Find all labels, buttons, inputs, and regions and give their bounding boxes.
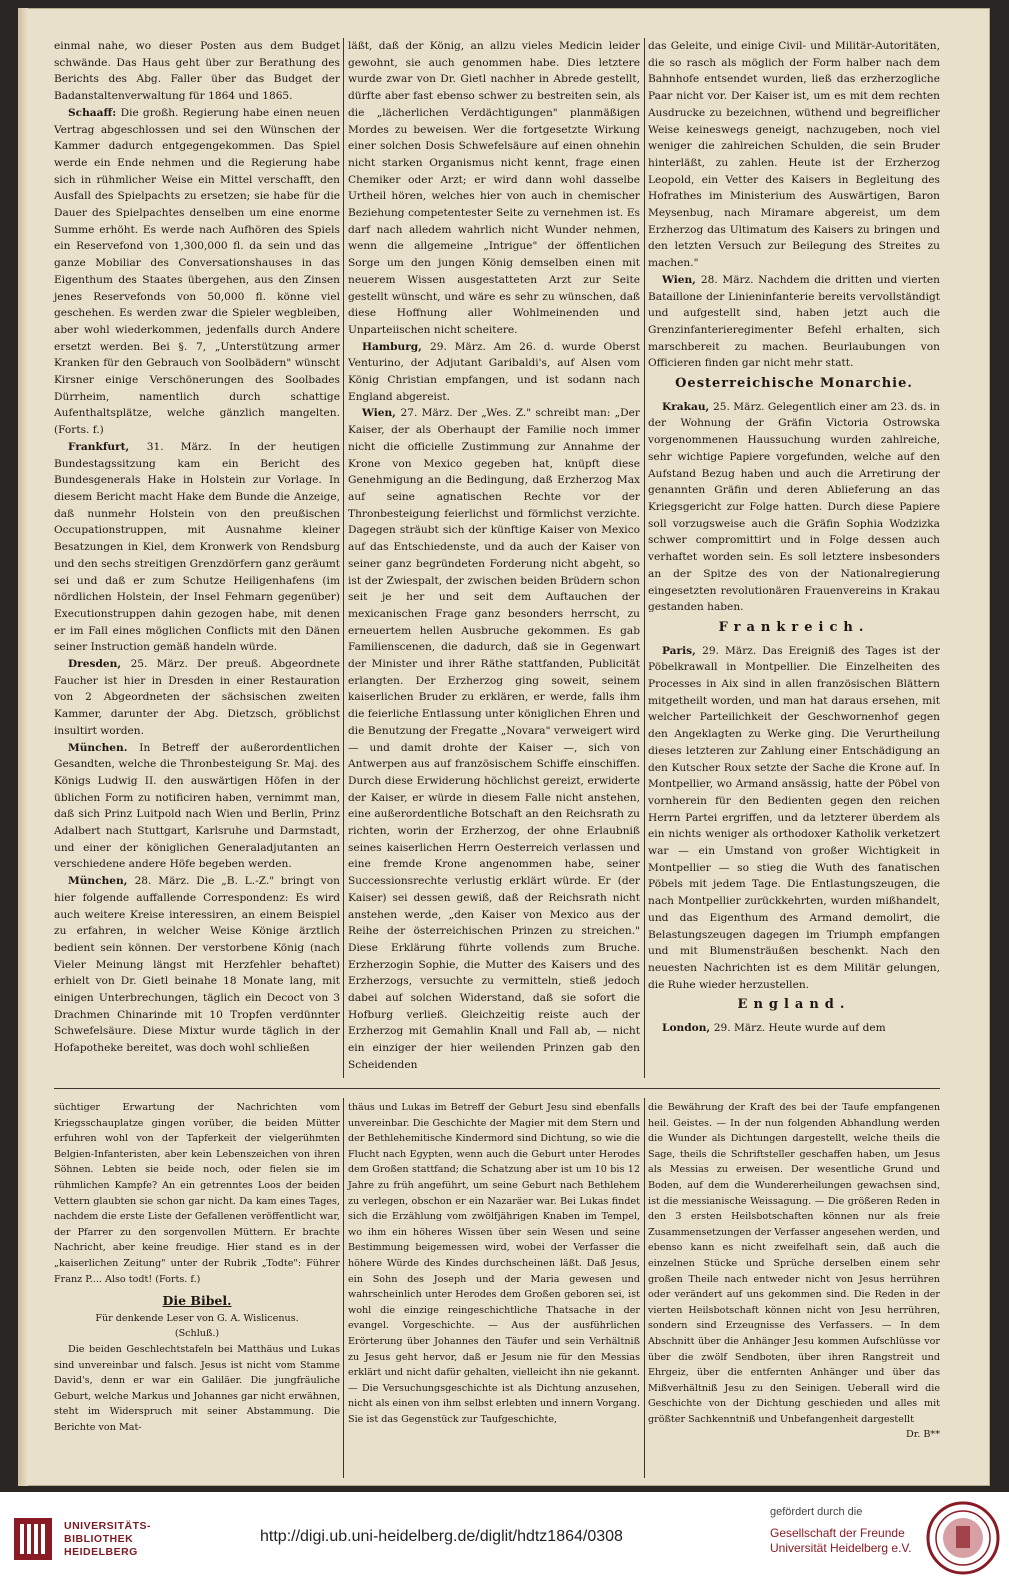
article-text: läßt, daß der König, an allzu vieles Medicin leider gewohnt, sie auch genommen habe. Dies letztere wurde zwar von Dr. Gietl nachher in Abrede gestellt, dürfte aber fast ebenso schwer zu bestreiten sein, als die „lächerlichen Verdächtigungen" planmäßigen Mordes zu beweisen. Wer die fortgesetzte Wirkung einer solchen Dosis Schwefelsäure auf einen ohnehin nicht starken Organismus nicht kennt, frage einen Chemiker oder Arzt; er wird dann wohl dasselbe Urtheil hören, welches hier von auch in chemischer Beziehung competentester Seite zu vernehmen ist. Es darf nach alledem wahrlich nicht Wunder nehmen, wenn die allgemeine „Intrigue" der öffentlichen Sorge um den jungen König demselben einen mit neuerem Wissen ausgestatteten Arzt zur Seite gestellt wünscht, und wäre es sehr zu wünschen, daß diese Hoffnung aller Wohlmeinenden und Unparteiischen nicht scheitere. xyxy=(348,40,640,336)
library-name-line: BIBLIOTHEK xyxy=(64,1533,134,1545)
article-paragraph xyxy=(54,873,340,1057)
article-text: 29. März. Heute wurde auf dem xyxy=(713,1022,886,1035)
library-name xyxy=(64,1520,151,1559)
permalink-url[interactable]: http://digi.ub.uni-heidelberg.de/diglit/hdtz1864/0308 xyxy=(260,1528,623,1545)
university-seal-icon xyxy=(925,1500,1001,1576)
article-paragraph xyxy=(648,643,940,994)
article-text: 28. März. Nachdem die dritten und vierten Bataillone der Linieninfanterie bereits vervollständigt und aufgestellt sind, haben jetzt auch die Grenzinfanterieregimenter Befehl erhalten, sich marschbereit zu machen. Beurlaubungen von Officieren finden gar nicht mehr statt. xyxy=(648,273,940,370)
article-dateline: Schaaff: xyxy=(68,106,121,119)
funded-by-label: gefördert durch die xyxy=(770,1506,863,1518)
article-paragraph xyxy=(348,405,640,1073)
feuilleton-subtitle: Für denkende Leser von G. A. Wislicenus. xyxy=(95,1312,299,1324)
library-name-line: HEIDELBERG xyxy=(64,1546,138,1558)
funder-name-line: Universität Heidelberg e.V. xyxy=(770,1541,912,1555)
column-2 xyxy=(348,38,640,1074)
feuilleton-column-2 xyxy=(348,1100,640,1427)
article-text: 27. März. Der „Wes. Z." schreibt man: „Der Kaiser, der als Oberhaupt der Familie noch immer nicht die officielle Zustimmung zur Annahme der Krone von Mexico gegeben hat, knüpft diese Genehmigung an die Bedingung, daß Erzherzog Max auf seine agnatischen Rechte vor der Thronbesteigung feierlichst und förmlichst verzichte. Dagegen sträubt sich der künftige Kaiser von Mexico auf das Entschiedenste, und da auch der Kaiser von seiner ganz begründeten Forderung nicht abgeht, so ist der Zwiespalt, der zwischen beiden Brüdern schon seit je her und seit dem Auftauchen der mexicanischen Frage ganz besonders herrscht, zu erneuertem hellen Ausbruche gekommen. Es gab Familienscenen, die dadurch, daß sie in Gegenwart der Minister und ihrer Räthe stattfanden, Publicität erlangten. Der Erzherzog ging soweit, seinem kaiserlichen Bruder zu erklären, er werde, falls ihm die feierliche Entlassung unter königlichen Ehren und die Benutzung der Fregatte „Novara" verweigert wird — und damit drohte der Kaiser —, sich von Antwerpen aus auf französischem Schiffe einschiffen. Durch diese Erwiderung höchlichst gereizt, erwiderte der Kaiser, er würde in diesem Falle nicht anstehen, eine außerordentliche Botschaft an den Reichsrath zu richten, worin der Erzherzog, der ohne Erlaubniß seines kaiserlichen Herrn Oesterreich verlassen und eine fremde Krone angenommen habe, seiner Successionsrechte verlustig erklärt würde. Er (der Kaiser) sei dessen gewiß, daß der Reichsrath nicht anstehen werde, „den Kaiser von Mexico aus der Reihe der österreichischen Prinzen zu streichen." Diese Erklärung führte vollends zum Bruche. Erzherzogin Sophie, die Mutter des Kaisers und des Erzherzogs, versuchte zu vermitteln, stieß jedoch dabei auf solchen Widerstand, daß sie sofort die Hofburg verließ. Gleichzeitig reiste auch der Erzherzog mit Gemahlin Knall und Fall ab, — nicht ein einziger der hier weilenden Prinzen gab den Scheidenden xyxy=(348,407,640,1071)
article-paragraph xyxy=(648,272,940,372)
funder-credit[interactable] xyxy=(770,1506,920,1556)
feuilleton-text: süchtiger Erwartung der Nachrichten vom Kriegsschauplatze gingen vorüber, die beiden Mütter erfuhren wohl von der Tapferkeit der vielgerühmten Belgien-Infanteristen, aber kein Lebenszeichen von ihren Söhnen. Lebten sie beide noch, oder fielen sie im rühmlichen Kampfe? An ein getrenntes Loos der beiden Vettern glaubten sie schon gar nicht. Da kam eines Tages, nachdem die erste Liste der Gefallenen veröffentlicht war, der Pfarrer zu den sorgenvollen Müttern. Er brachte Nachricht, aber keine freudige. Hier stand es in der „kaiserlichen Zeitung" unter der Rubrik „Todte": Führer Franz P.... Also todt! (Forts. f.) xyxy=(54,1102,340,1285)
feuilleton-column-3 xyxy=(648,1100,940,1443)
article-dateline: Wien, xyxy=(362,407,401,420)
article-text: 28. März. Die „B. L.-Z." bringt von hier folgende auffallende Correspondenz: Es wird auch weitere Kreise interessiren, an einem Beispiel zu erfahren, in welcher Weise Könige ärztlich bedient sein können. Der verstorbene König (nach Vieler Meinung längst mit Herzfehler behaftet) erhielt von Dr. Gietl beinahe 18 Monate lang, mit einigen Unterbrechungen, täglich ein Decoct von 3 Drachmen Chinarinde mit 10 Tropfen verdünnter Schwefelsäure. Diese Mixtur wurde täglich in der Hofapotheke bereitet, was doch wohl schließen xyxy=(54,875,340,1055)
feuilleton-title: Die Bibel. xyxy=(162,1293,232,1309)
column-3 xyxy=(648,38,940,1037)
article-dateline: München, xyxy=(68,875,135,888)
article-dateline: Wien, xyxy=(662,273,701,286)
column-divider xyxy=(343,1098,344,1478)
column-divider xyxy=(343,38,344,1078)
article-dateline: Hamburg, xyxy=(362,340,430,353)
section-heading-austria: Oesterreichische Monarchie. xyxy=(675,376,913,392)
article-text: das Geleite, und einige Civil- und Militär-Autoritäten, die so rasch als möglich der Form halber nach dem Bahnhofe entsendet wurden, ließ das erzherzogliche Paar nicht vor. Der Kaiser ist, um es mit dem rechten Ausdrucke zu bezeichnen, wüthend und begreiflicher Weise keineswegs geneigt, nachzugeben, noch viel weniger die zahlreichen Schulden, die sein Bruder hinterläßt, zu zahlen. Heute ist der Erzherzog Leopold, ein Vetter des Kaisers in Begleitung des Hofrathes im Ministerium des Auswärtigen, Baron Meysenbug, nach Miramare abgereist, um dem Erzherzog das Ultimatum des Kaisers zu bringen und den letzten Versuch zur Beilegung des Streites zu machen." xyxy=(648,40,940,270)
feuilleton-note: (Schluß.) xyxy=(174,1328,220,1340)
article-text: 29. März. Am 26. d. wurde Oberst Venturino, der Adjutant Garibaldi's, auf Alsen vom König Christian empfangen, und ist sodann nach England abgereist. xyxy=(348,340,641,403)
column-1 xyxy=(54,38,340,1057)
article-dateline: Dresden, xyxy=(68,658,131,671)
article-paragraph xyxy=(54,740,340,874)
article-dateline: London, xyxy=(662,1022,714,1035)
section-heading-france: Frankreich. xyxy=(718,619,870,635)
article-text: In Betreff der außerordentlichen Gesandten, welche die Thronbesteigung Sr. Maj. des Königs Ludwig II. den auswärtigen Höfen in der üblichen Form zu notificiren haben, vernimmt man, daß sich Prinz Luitpold nach Wien und Berlin, Prinz Adalbert nach Stuttgart, Karlsruhe und Darmstadt, und einer der königlichen Generaladjutanten an verschiedene andere Höfe begeben werden. xyxy=(54,741,340,871)
feuilleton-divider xyxy=(54,1088,940,1089)
article-dateline: München. xyxy=(68,741,140,754)
article-text: 25. März. Der preuß. Abgeordnete Faucher ist hier in Dresden in einer Restauration von 2 Abgeordneten der sächsischen zweiten Kammer, darunter der Abg. Dietzsch, gröblichst insultirt worden. xyxy=(54,658,341,737)
article-dateline: Frankfurt, xyxy=(68,440,147,453)
article-paragraph xyxy=(648,1020,940,1037)
article-paragraph xyxy=(648,38,940,272)
article-dateline: Krakau, xyxy=(662,400,714,413)
feuilleton-text: die Bewährung der Kraft des bei der Taufe empfangenen heil. Geistes. — In der nun folgenden Abhandlung werden die Wunder als Dichtungen dargestellt, welche theils die Sage, theils die Schriftsteller geschaffen haben, um Jesus als Messias zu erweisen. Der wesentliche Grund und Boden, auf dem die Wundererheilungen gewachsen sind, ist die messianische Weissagung. — Die größeren Reden in den 3 ersten Heilsbotschaften können nur als freie Zusammensetzungen der Verfasser angesehen werden, und ebenso kann es nicht zweifelhaft sein, daß auch die einzelnen Stücke und Sprüche derselben einem sehr großen Theile nach entweder nicht von Jesus herrühren oder verändert auf uns gekommen sind. Die Reden in der vierten Heilsbotschaft können nicht von Jesu herrühren, sondern sind Erzeugnisse des Verfassers. — In dem Abschnitt über die Anhänger Jesu kommen Aufschlüsse vor über die zwölf Sendboten, über ihren Rangstreit und Ehrgeiz, über die entfernten Anhänger und über das Mißverhältniß Jesu zu den Seinigen. Ueberall wird die Geschichte von der Dichtung geschieden und alles mit größter Sachkenntniß und Unbefangenheit dargestellt xyxy=(648,1102,940,1425)
page-edge-shadow xyxy=(18,8,28,1486)
book-logo-icon xyxy=(12,1514,54,1564)
newspaper-page xyxy=(18,8,990,1486)
article-paragraph xyxy=(348,339,640,406)
column-divider xyxy=(644,38,645,1078)
article-paragraph xyxy=(348,38,640,339)
article-paragraph xyxy=(54,439,340,656)
section-heading-england: England. xyxy=(737,997,851,1013)
article-text: einmal nahe, wo dieser Posten aus dem Budget schwände. Das Haus geht über zur Berathung des Berichts des Abg. Faller über das Budget der Badanstaltenverwaltung für 1864 und 1865. xyxy=(54,40,340,103)
article-text: 29. März. Das Ereigniß des Tages ist der Pöbelkrawall in Montpellier. Die Einzelheiten des Processes in Aix sind in allen französischen Blättern mitgetheilt worden, und man hat daraus ersehen, mit welcher Parteilichkeit der Geschwornenhof gegen den Angeklagten zu Werke ging. Die Verurtheilung dieses letzteren zur Zahlung einer Entschädigung an den Kutscher Roux setzte der Sache die Krone auf. In Montpellier, wo Armand ansässig, hatte der Pöbel von vornherein für den Bedienten gegen den reichen Herrn Partei ergriffen, und da letzterer überdem als ein nichts weniger als orthodoxer Katholik verketzert war — ein Umstand von großer Wichtigkeit in Montpellier — so stieg die Wuth des fanatischen Pöbels mit jedem Tage. Die Entlastungszeugen, die nach Montpellier zurückkehrten, wurden mißhandelt, und das Eigenthum des Armand demolirt, die Belastungszeugen dagegen im Triumph empfangen und mit Blumensträußen beschenkt. Nach den neuesten Nachrichten ist es dem Militär gelungen, die Ruhe wieder herzustellen. xyxy=(648,644,940,991)
feuilleton-text: thäus und Lukas im Betreff der Geburt Jesu sind ebenfalls unvereinbar. Die Geschichte der Magier mit dem Stern und der Bethlehemitische Kindermord sind Dichtung, so wie die Flucht nach Egypten, wenn auch die Geburt unter Herodes dem Großen stattfand; die Schatzung aber ist um 10 bis 12 Jahre zu früh angeführt, um seine Geburt nach Bethlehem zu verlegen, obschon er ein Nazaräer war. Bei Lukas findet sich die Erzählung vom zwölfjährigen Knaben im Tempel, wo ihm ein höheres Wissen über sein Wesen und seine Bestimmung beigemessen wird, wobei der Verfasser die höhere Würde des Kindes durchscheinen läßt. Daß Jesus, ein Sohn des Joseph und der Maria gewesen und wahrscheinlich unter Herodes dem Großen geboren sei, ist wohl die einzige reingeschichtliche Thatsache in der evangel. Vorgeschichte. — Aus der ausführlichen Erörterung über Johannes den Täufer und sein Verhältniß zu Jesus geht hervor, daß er Jesum nie für den Messias erklärt und nicht dafür gehalten, vielleicht ihn nie gekannt. — Die Versuchungsgeschichte ist als Dichtung anzusehen, nicht als einen von ihm selbst erlebten und innern Vorgang. Sie ist das Gegenstück zur Taufgeschichte, xyxy=(348,1102,640,1425)
article-paragraph xyxy=(54,656,340,740)
column-divider xyxy=(644,1098,645,1478)
article-paragraph xyxy=(54,105,340,439)
article-text: 31. März. In der heutigen Bundestagssitzung kam ein Bericht des Bundesgenerals Hake in Holstein zur Vorlage. In diesem Bericht macht Hake dem Bunde die Anzeige, daß nunmehr Holstein von den preußischen Occupationstruppen, mit Ausnahme kleiner Besatzungen in Kiel, dem Kronwerk von Rendsburg und den sechs streitigen Grenzdörfern ganz geräumt sei und daß er zum Schutze Heiligenhafens (im nördlichen Holstein, der Insel Fehmarn gegenüber) Executionstruppen dahin gezogen habe, mit denen er im Fall eines möglichen Conflicts mit den Dänen seiner Instruction gemäß handeln würde. xyxy=(54,440,340,654)
article-paragraph xyxy=(54,38,340,105)
article-text: Die großh. Regierung habe einen neuen Vertrag abgeschlossen und sei den Wünschen der Kammer dadurch entgegengekommen. Das Spiel werde ein Ende nehmen und die Regierung habe sich in rühmlicher Weise ein Mittel verschafft, den Ausfall des Spielpachts zu ersetzen; sie habe für die Dauer des Spielpachtes denselben um eine enorme Summe erhöht. Es werde nach Aufhören des Spiels ein Reservefond von 1,300,000 fl. da sein und das ganze Mobiliar des Conversationshauses in das Eigenthum des Staates übergehen, aus den Zinsen jenes Reservefonds von 50,000 fl. könne viel geschehen. Es werden zwar die Spieler wegbleiben, aber wohl wiederkommen, jedenfalls durch Andere ersetzt werden. Bei §. 7, „Unterstützung armer Kranken für den Gebrauch von Soolbädern" wünscht Kirsner einige Verschönerungen des Soolbades Dürrheim, namentlich durch schattige Aufenthaltsplätze, welche gänzlich mangelten. (Forts. f.) xyxy=(54,106,340,437)
article-text: 25. März. Gelegentlich einer am 23. ds. in der Wohnung der Gräfin Victoria Ostrowska vorgenommenen Haussuchung wurden zahlreiche, sehr wichtige Papiere vorgefunden, welche auf den Aufstand Bezug haben und auch die Arretirung der genannten Gräfin und deren Ablieferung an das Kriegsgericht zur Folge hatten. Durch diese Papiere soll vorzugsweise auch die Gräfin Sophia Wodzizka schwer compromittirt und in Folge dessen auch verhaftet worden sein. Es soll letztere insbesonders an der Spitze des von der Nationalregierung eingesetzten revolutionären Frauenvereins in Krakau gestanden haben. xyxy=(648,400,941,614)
funder-name-line: Gesellschaft der Freunde xyxy=(770,1526,905,1540)
signature: Dr. B** xyxy=(906,1429,940,1441)
library-name-line: UNIVERSITÄTS- xyxy=(64,1520,152,1532)
article-paragraph xyxy=(648,399,940,616)
viewer-footer xyxy=(0,1492,1009,1584)
funder-name xyxy=(770,1526,920,1556)
article-dateline: Paris, xyxy=(662,644,703,657)
feuilleton-column-1 xyxy=(54,1100,340,1435)
feuilleton-text: Die beiden Geschlechtstafeln bei Matthäus und Lukas sind unvereinbar und falsch. Jesus ist nicht vom Stamme David's, denn er war ein Galiläer. Die jungfräuliche Geburt, welche Markus und Johannes gar nicht erwähnen, steht im Widerspruch mit seiner Abstammung. Die Berichte von Mat- xyxy=(54,1343,340,1433)
